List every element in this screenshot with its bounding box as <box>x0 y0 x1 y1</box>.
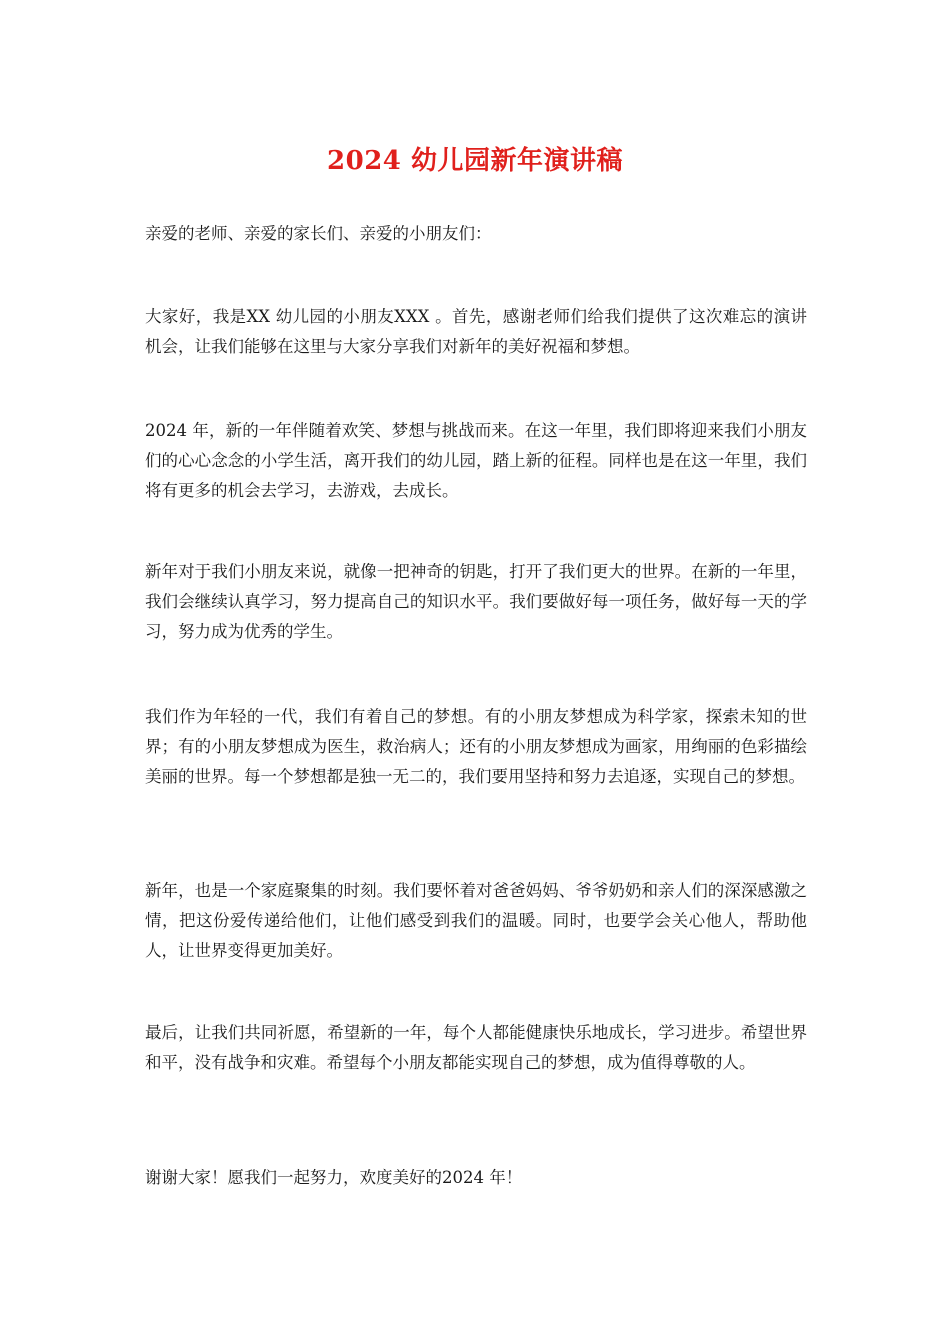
key-metaphor-paragraph: 新年对于我们小朋友来说，就像一把神奇的钥匙，打开了我们更大的世界。在新的一年里，我们会继续认真学习，努力提高自己的知识水平。我们要做好每一项任务，做好每一天的学习，努力成为优秀的学生。 <box>145 562 807 641</box>
wishes-paragraph: 最后，让我们共同祈愿，希望新的一年，每个人都能健康快乐地成长，学习进步。希望世界和平，没有战争和灾难。希望每个小朋友都能实现自己的梦想，成为值得尊敬的人。 <box>145 1023 807 1072</box>
family-paragraph: 新年，也是一个家庭聚集的时刻。我们要怀着对爸爸妈妈、爷爷奶奶和亲人们的深深感激之情，把这份爱传递给他们，让他们感受到我们的温暖。同时，也要学会关心他人，帮助他人，让世界变得更加美好。 <box>145 881 807 960</box>
closing-paragraph: 谢谢大家！愿我们一起努力，欢度美好的2024 年！ <box>145 1168 523 1187</box>
dreams-paragraph: 我们作为年轻的一代，我们有着自己的梦想。有的小朋友梦想成为科学家，探索未知的世界；有的小朋友梦想成为医生，救治病人；还有的小朋友梦想成为画家，用绚丽的色彩描绘美丽的世界。每一个梦想都是独一无二的，我们要用坚持和努力去追逐，实现自己的梦想。 <box>145 707 807 786</box>
introduction-paragraph: 大家好，我是XX 幼儿园的小朋友XXX 。首先，感谢老师们给我们提供了这次难忘的演讲机会，让我们能够在这里与大家分享我们对新年的美好祝福和梦想。 <box>145 307 807 356</box>
greeting-paragraph: 亲爱的老师、亲爱的家长们、亲爱的小朋友们： <box>145 224 492 243</box>
document-title: 2024 幼儿园新年演讲稿 <box>327 146 623 177</box>
new-year-paragraph: 2024 年，新的一年伴随着欢笑、梦想与挑战而来。在这一年里，我们即将迎来我们小朋友们的心心念念的小学生活，离开我们的幼儿园，踏上新的征程。同样也是在这一年里，我们将有更多的机会去学习，去游戏，去成长。 <box>145 421 807 500</box>
